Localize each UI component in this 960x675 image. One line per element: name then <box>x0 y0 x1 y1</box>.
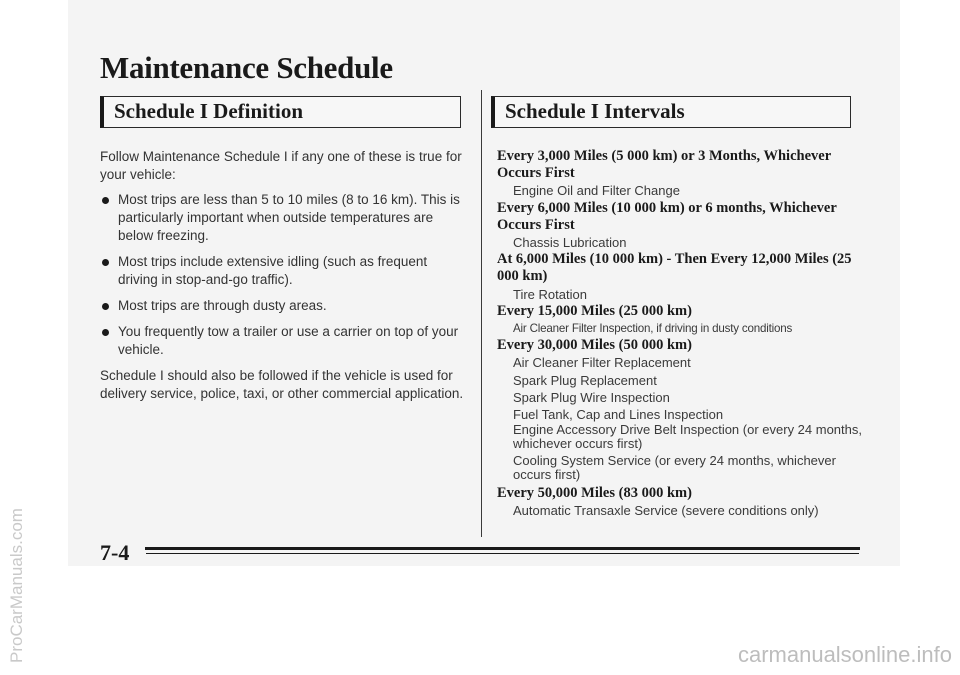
interval-item: Engine Oil and Filter Change <box>513 183 680 199</box>
schedule-intervals-section <box>497 148 872 520</box>
page-number: 7-4 <box>100 540 130 565</box>
definition-bullet-item <box>100 297 465 315</box>
interval-items <box>497 502 872 519</box>
watermark-bottom: carmanualsonline.info <box>737 642 952 667</box>
interval-items <box>497 234 872 251</box>
bullet-text: You frequently tow a trailer or use a carrier on top of your vehicle. <box>118 324 459 357</box>
interval-block <box>497 337 872 482</box>
interval-item: Engine Accessory Drive Belt Inspection (or every 24 months, whichever occurs first) <box>513 422 862 452</box>
page-title: Maintenance Schedule <box>100 50 393 85</box>
definition-bullet-item <box>100 191 465 245</box>
interval-block <box>497 251 872 303</box>
interval-item: Cooling System Service (or every 24 months, whichever occurs first) <box>513 453 836 483</box>
definition-bullet-item <box>100 253 465 289</box>
interval-heading: Every 15,000 Miles (25 000 km) <box>497 302 692 319</box>
interval-block <box>497 148 872 200</box>
interval-heading: Every 30,000 Miles (50 000 km) <box>497 337 692 354</box>
interval-heading: Every 50,000 Miles (83 000 km) <box>497 485 692 502</box>
interval-block <box>497 303 872 337</box>
definition-intro: Follow Maintenance Schedule I if any one of these is true for your vehicle: <box>100 149 462 182</box>
definition-bullet-list <box>100 191 465 359</box>
interval-block <box>497 485 872 519</box>
interval-heading: Every 6,000 Miles (10 000 km) or 6 months, Whichever Occurs First <box>497 199 837 233</box>
interval-heading: At 6,000 Miles (10 000 km) - Then Every 12,000 Miles (25 000 km) <box>497 251 852 285</box>
interval-item: Spark Plug Wire Inspection <box>513 389 670 405</box>
definition-closing: Schedule I should also be followed if the vehicle is used for delivery service, police, taxi, or other commercial application. <box>100 368 464 401</box>
interval-item: Air Cleaner Filter Replacement <box>513 355 691 371</box>
bullet-text: Most trips are less than 5 to 10 miles (8 to 16 km). This is particularly important when outside temperatures are below freezing. <box>118 192 460 243</box>
bullet-icon <box>102 259 109 266</box>
watermark-left: ProCarManuals.com <box>7 508 26 663</box>
bullet-text: Most trips are through dusty areas. <box>118 298 327 313</box>
column-divider <box>481 90 482 537</box>
bullet-icon <box>102 329 109 336</box>
interval-heading: Every 3,000 Miles (5 000 km) or 3 Months, Whichever Occurs First <box>497 148 831 182</box>
interval-item: Air Cleaner Filter Inspection, if driving in dusty conditions <box>513 322 793 336</box>
interval-item: Automatic Transaxle Service (severe conditions only) <box>513 503 819 519</box>
interval-block <box>497 200 872 252</box>
interval-items <box>497 320 872 337</box>
interval-items <box>497 182 872 199</box>
schedule-definition-heading: Schedule I Definition <box>100 96 461 128</box>
bullet-icon <box>102 303 109 310</box>
interval-items <box>497 286 872 303</box>
schedule-intervals-heading: Schedule I Intervals <box>491 96 851 128</box>
interval-item: Spark Plug Replacement <box>513 372 657 388</box>
footer-rule <box>145 547 860 550</box>
interval-item: Fuel Tank, Cap and Lines Inspection <box>513 407 724 423</box>
bullet-text: Most trips include extensive idling (such as frequent driving in stop-and-go traffic). <box>118 254 428 287</box>
schedule-definition-section <box>100 148 465 403</box>
interval-item: Tire Rotation <box>513 286 587 302</box>
interval-items <box>497 354 872 482</box>
interval-item: Chassis Lubrication <box>513 235 627 251</box>
definition-bullet-item <box>100 323 465 359</box>
bullet-icon <box>102 197 109 204</box>
